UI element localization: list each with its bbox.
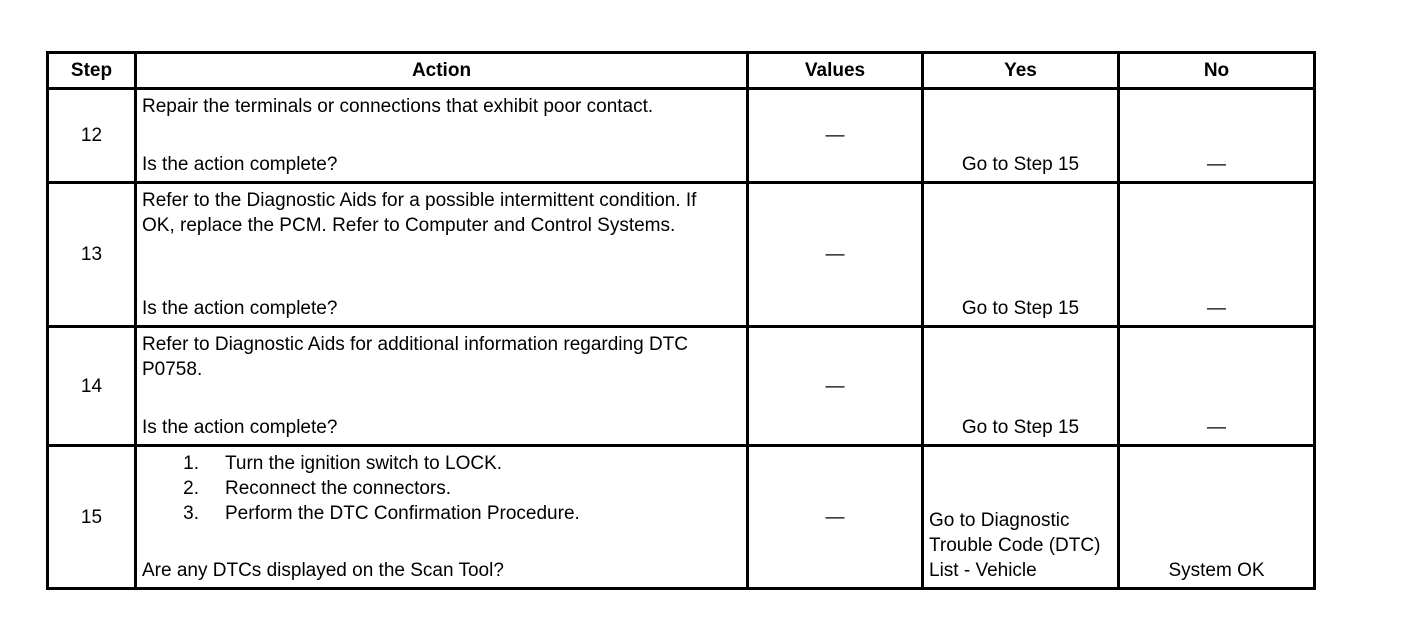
values-text: —: [825, 244, 845, 265]
values-cell: [748, 183, 923, 327]
step-number: 15: [48, 446, 136, 589]
step-number: 14: [48, 327, 136, 446]
action-cell: [136, 446, 748, 589]
values-cell: [748, 446, 923, 589]
action-cell: [136, 327, 748, 446]
action-step-number: 2.: [183, 478, 199, 499]
yes-cell: [923, 327, 1119, 446]
action-question: Is the action complete?: [142, 154, 338, 175]
action-question: Are any DTCs displayed on the Scan Tool?: [142, 560, 504, 581]
header-no: No: [1119, 53, 1315, 89]
action-step-text: Perform the DTC Confirmation Procedure.: [225, 503, 580, 524]
action-step-number: 3.: [183, 503, 199, 524]
no-result: —: [1207, 417, 1226, 438]
values-text: —: [825, 125, 845, 146]
diagnostic-steps-table: [46, 51, 1316, 590]
action-description: Repair the terminals or connections that exhibit poor contact.: [142, 96, 654, 117]
no-result: —: [1207, 298, 1226, 319]
action-step-text: Reconnect the connectors.: [225, 478, 452, 499]
yes-result-link: Go to Diagnostic Trouble Code (DTC) List - Vehicle: [929, 510, 1101, 581]
action-step-item: [137, 451, 580, 476]
yes-result-link: Go to Step 15: [961, 154, 1080, 175]
values-cell: [748, 89, 923, 183]
action-cell: [136, 183, 748, 327]
header-values: Values: [748, 53, 923, 89]
action-step-item: [137, 501, 580, 526]
no-result: —: [1207, 154, 1226, 175]
action-step-number: 1.: [183, 453, 199, 474]
header-step: Step: [48, 53, 136, 89]
values-text: —: [825, 375, 845, 397]
header-action: Action: [136, 53, 748, 89]
table-row: [48, 183, 1315, 327]
action-step-item: [137, 476, 580, 501]
no-result: System OK: [1168, 560, 1265, 581]
yes-cell: [923, 183, 1119, 327]
no-cell: [1119, 89, 1315, 183]
action-cell: [136, 89, 748, 183]
header-yes: Yes: [923, 53, 1119, 89]
yes-cell: [923, 89, 1119, 183]
action-question: Is the action complete?: [142, 417, 338, 438]
step-number: 12: [48, 89, 136, 183]
table-row: [48, 327, 1315, 446]
values-text: —: [825, 506, 845, 528]
no-cell: [1119, 446, 1315, 589]
action-description: Refer to the Diagnostic Aids for a possible intermittent condition. If OK, replace the PCM. Refer to Computer and Control Systems.: [142, 190, 697, 236]
yes-cell: [923, 446, 1119, 589]
table-row: [48, 89, 1315, 183]
no-cell: [1119, 327, 1315, 446]
diagnostic-table-container: [46, 51, 1313, 590]
values-cell: [748, 327, 923, 446]
action-step-text: Turn the ignition switch to LOCK.: [225, 453, 503, 474]
table-header-row: [48, 53, 1315, 89]
step-number: 13: [48, 183, 136, 327]
no-cell: [1119, 183, 1315, 327]
yes-result-link: Go to Step 15: [961, 417, 1080, 438]
action-question: Is the action complete?: [142, 298, 338, 319]
action-step-list: [137, 451, 580, 526]
action-description: Refer to Diagnostic Aids for additional information regarding DTC P0758.: [142, 334, 688, 380]
table-row: [48, 446, 1315, 589]
yes-result-link: Go to Step 15: [961, 298, 1080, 319]
